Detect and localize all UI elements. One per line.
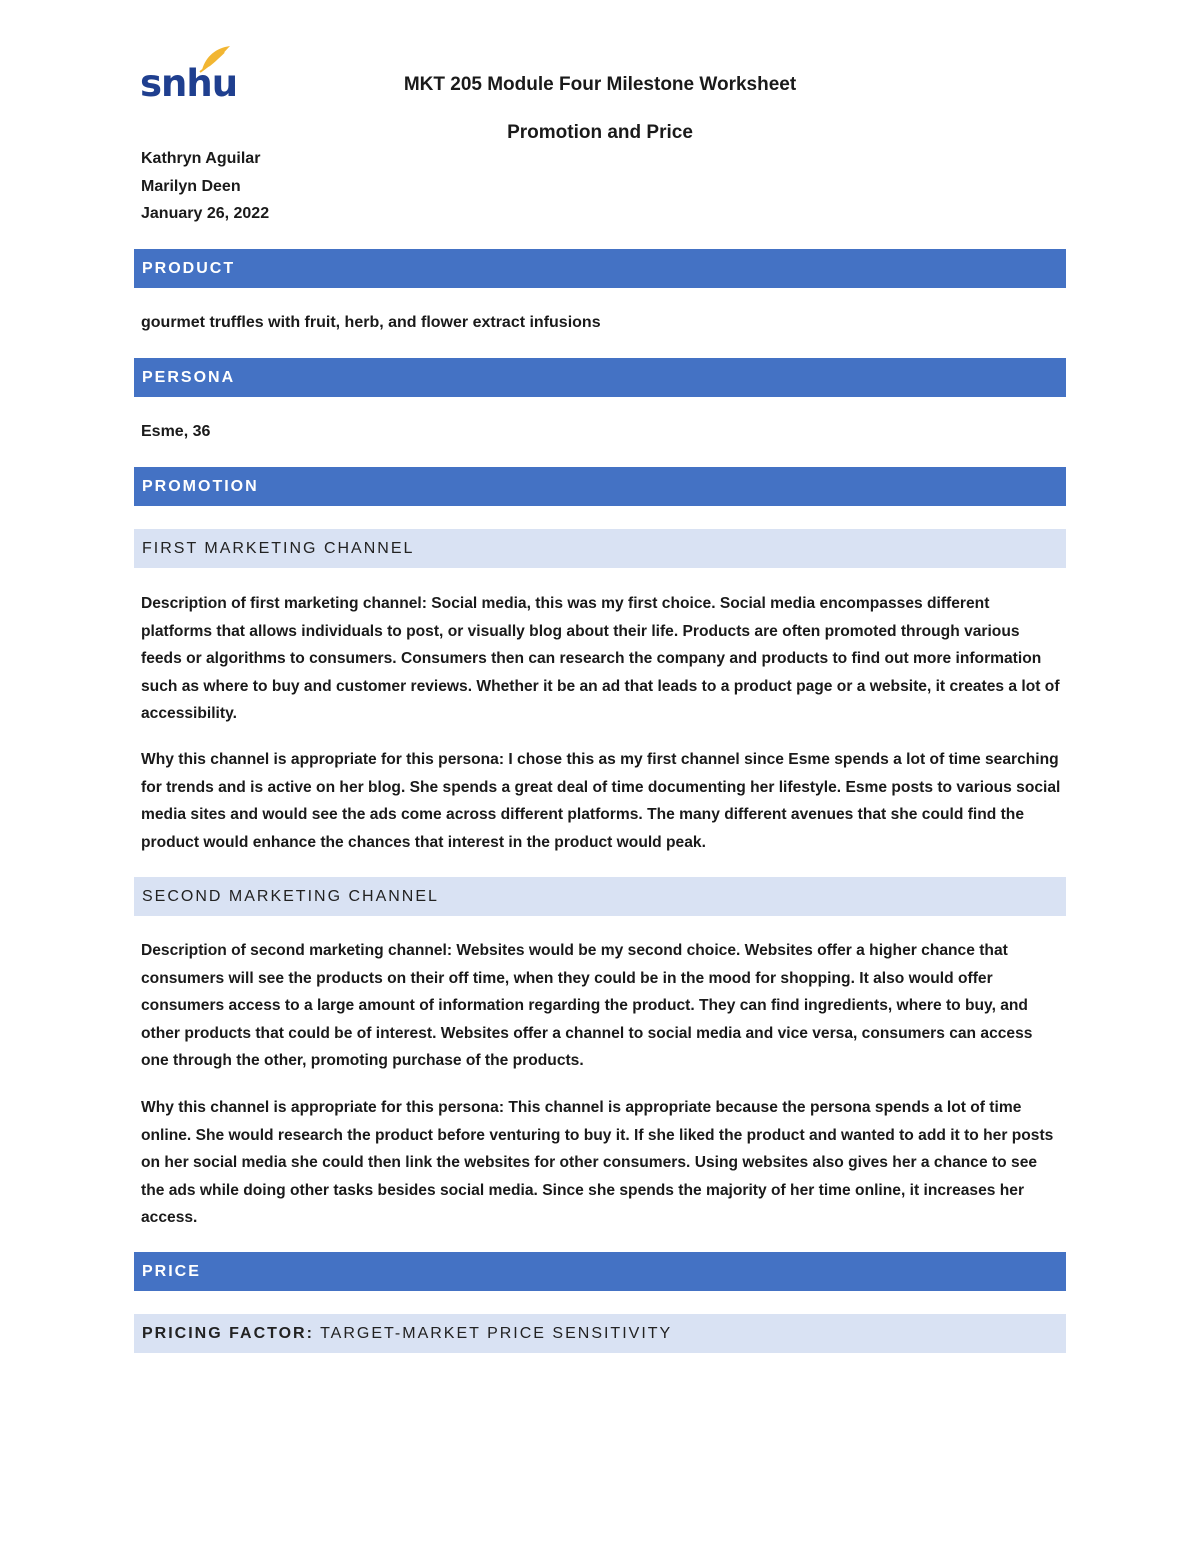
section-header-product: PRODUCT xyxy=(134,249,1066,288)
second-channel-rationale: Why this channel is appropriate for this persona: This channel is appropriate because the persona spends a lot of time online. She would research the product before venturing to buy it. If she liked the product and wanted to add it to her posts on her social media she could then link the websites for other consumers. Using websites also gives her a chance to see the ads while doing other tasks besides social media. Since she spends the majority of her time online, it increases her access. xyxy=(141,1099,1054,1226)
product-description: gourmet truffles with fruit, herb, and flower extract infusions xyxy=(141,314,601,331)
page-subtitle: Promotion and Price xyxy=(507,122,693,143)
section-header-promotion: PROMOTION xyxy=(134,467,1066,506)
first-channel-description: Description of first marketing channel: Social media, this was my first choice. Social media encompasses different platforms that allows individuals to post, or visually blog about their life. Products are often promoted through various feeds or algorithms to consumers. Consumers then can research the company and products to find out more information such as where to buy and customer reviews. Whether it be an ad that leads to a product page or a website, it creates a lot of accessibility. xyxy=(141,595,1060,722)
pricing-factor-value: TARGET-MARKET PRICE SENSITIVITY xyxy=(320,1325,673,1342)
second-channel-description: Description of second marketing channel: Websites would be my second choice. Websites offer a higher chance that consumers will see the products on their off time, when they could be in the mood for shopping. It also would offer consumers access to a large amount of information regarding the product. They can find ingredients, where to buy, and other products that could be of interest. Websites offer a channel to social media and vice versa, consumers can access one through the other, promoting purchase of the products. xyxy=(141,942,1033,1069)
subsection-header-pricing-factor xyxy=(134,1314,1066,1353)
section-header-price: PRICE xyxy=(134,1252,1066,1291)
document-date: January 26, 2022 xyxy=(141,205,270,222)
instructor-name: Marilyn Deen xyxy=(141,178,241,195)
page-title: MKT 205 Module Four Milestone Worksheet xyxy=(403,74,797,95)
section-header-persona: PERSONA xyxy=(134,358,1066,397)
persona-description: Esme, 36 xyxy=(141,423,211,440)
first-channel-rationale: Why this channel is appropriate for this persona: I chose this as my first channel since Esme spends a lot of time searching for trends and is active on her blog. She spends a great deal of time documenting her lifestyle. Esme posts to various social media sites and would see the ads come across different platforms. The many different avenues that she could find the product would enhance the chances that interest in the product would peak. xyxy=(141,751,1061,851)
pricing-factor-label: PRICING FACTOR: xyxy=(142,1325,314,1342)
subsection-header-first-channel: FIRST MARKETING CHANNEL xyxy=(134,529,1066,568)
logo-wordmark: snhu xyxy=(140,62,238,105)
subsection-header-second-channel: SECOND MARKETING CHANNEL xyxy=(134,877,1066,916)
author-name: Kathryn Aguilar xyxy=(141,150,261,167)
